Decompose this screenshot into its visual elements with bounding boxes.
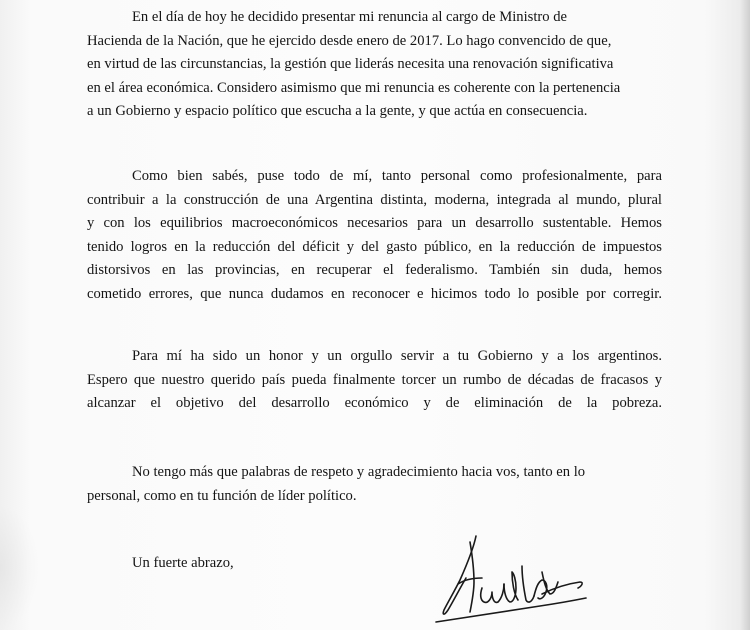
paragraph-3	[87, 345, 662, 416]
paragraph-2-line-5: distorsivos en las provincias, en recuperar el federalismo. También sin duda, hemos	[87, 262, 662, 279]
closing-salutation: Un fuerte abrazo,	[132, 555, 234, 571]
paragraph-2-line-3: y con los equilibrios macroeconómicos necesarios para un desarrollo sustentable. Hemos	[87, 215, 662, 232]
paragraph-1	[87, 6, 662, 124]
paragraph-4-line-1: No tengo más que palabras de respeto y agradecimiento hacia vos, tanto en lo	[132, 464, 586, 480]
paragraph-3-line-3: alcanzar el objetivo del desarrollo económico y de eliminación de la pobreza.	[87, 395, 662, 412]
paragraph-1-line-5: a un Gobierno y espacio político que escucha a la gente, y que actúa en consecuencia.	[87, 103, 588, 120]
paragraph-3-line-2: Espero que nuestro querido país pueda finalmente torcer un rumbo de décadas de fracasos y	[87, 371, 662, 388]
paragraph-4-line-2: personal, como en tu función de líder político.	[87, 487, 357, 504]
paragraph-4	[87, 461, 662, 508]
paragraph-2	[87, 165, 662, 307]
paragraph-2-line-2: contribuir a la construcción de una Argentina distinta, moderna, integrada al mundo, plural	[87, 191, 662, 208]
paragraph-2-line-6: cometido errores, que nunca dudamos en reconocer e hicimos todo lo posible por corregir.	[87, 285, 662, 302]
paragraph-2-line-1: Como bien sabés, puse todo de mí, tanto personal como profesionalmente, para	[132, 168, 662, 184]
handwritten-signature-icon	[430, 532, 590, 630]
paper-shadow	[0, 505, 40, 630]
paragraph-1-line-4: en el área económica. Considero asimismo que mi renuncia es coherente con la pertenencia	[87, 79, 621, 96]
paragraph-3-line-1: Para mí ha sido un honor y un orgullo servir a tu Gobierno y a los argentinos.	[132, 348, 662, 364]
paragraph-1-line-3: en virtud de las circunstancias, la gestión que liderás necesita una renovación significativa	[87, 56, 614, 73]
paragraph-1-line-1: En el día de hoy he decidido presentar mi renuncia al cargo de Ministro de	[132, 9, 567, 25]
paragraph-1-line-2: Hacienda de la Nación, que he ejercido desde enero de 2017. Lo hago convencido de que,	[87, 32, 612, 49]
paragraph-2-line-4: tenido logros en la reducción del déficit y del gasto público, en la reducción de impuestos	[87, 238, 662, 255]
